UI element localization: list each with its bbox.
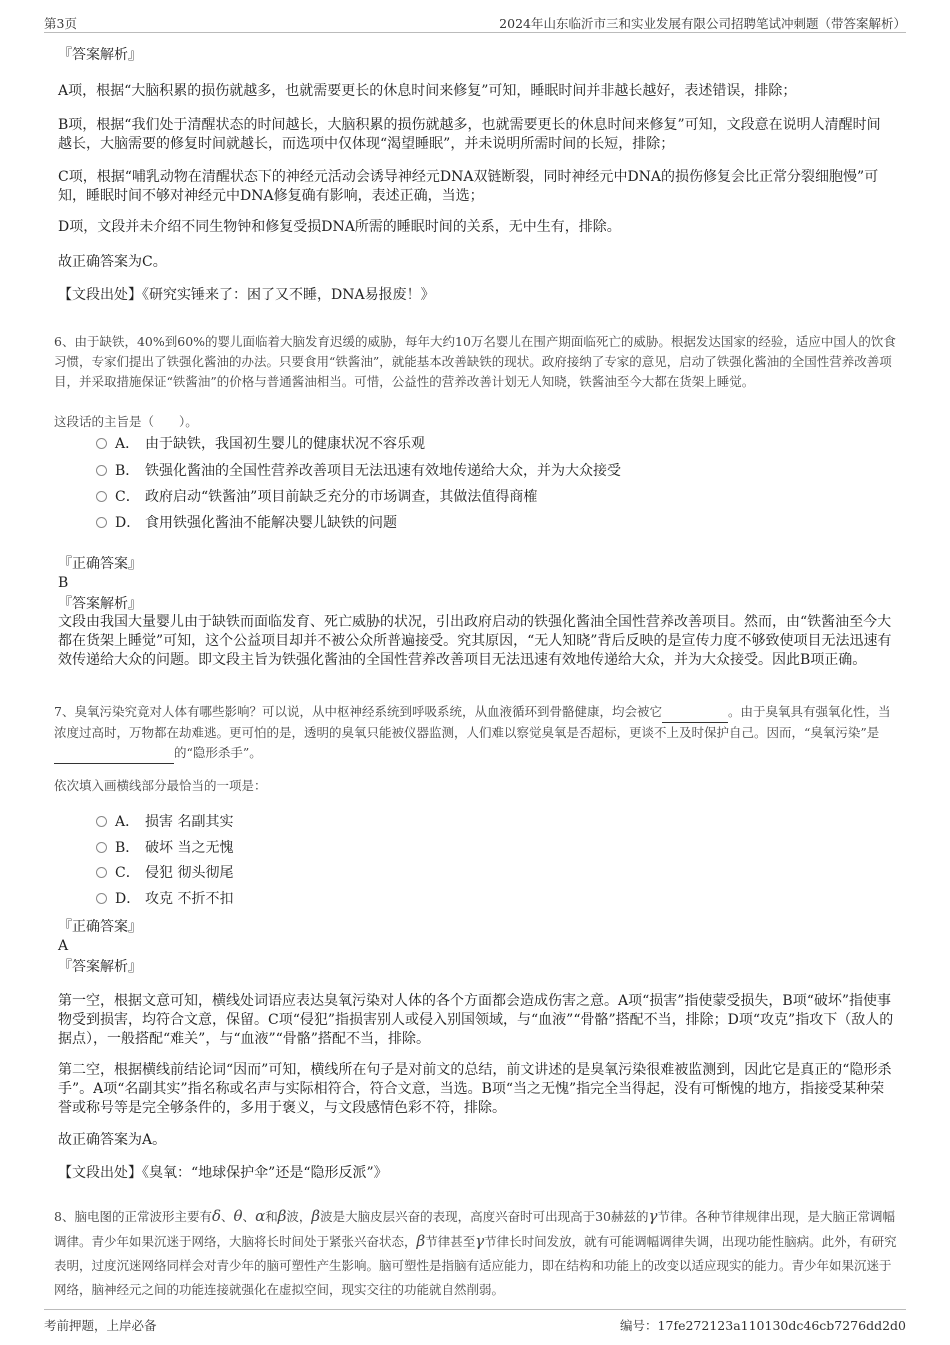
q5-conclusion: 故正确答案为C。 [58, 254, 167, 270]
q7-source: 【文段出处】《臭氧：“地球保护伞”还是“隐形反派”》 [58, 1165, 388, 1181]
document-title: 2024年山东临沂市三和实业发展有限公司招聘笔试冲刺题（带答案解析） [499, 16, 906, 31]
q6-option-c[interactable]: C． 政府启动“铁酱油”项目前缺乏充分的市场调查，其做法值得商榷 [96, 487, 537, 507]
radio-icon[interactable] [96, 465, 107, 476]
q5-source: 【文段出处】《研究实锤来了：困了又不睡，DNA易报废！》 [58, 287, 435, 303]
q6-analysis: 文段由我国大量婴儿由于缺铁而面临发育、死亡威胁的状况，引出政府启动的铁强化酱油全国性营养改善项目。然而，由“铁酱油至今大都在货架上睡觉”可知，这个公益项目却并不被公众所普遍接受。究其原因，“无人知晓”背后反映的是宣传力度不够致使项目无法迅速有效传递给大众的问题。即文段主旨为铁强化酱油的全国性营养改善项目无法迅速有效地传递给大众，并为大众接受。因此B项正确。 [58, 614, 892, 668]
q5-analysis-title: 『答案解析』 [58, 47, 142, 63]
q6-answer-title: 『正确答案』 [58, 556, 142, 572]
beta-symbol: β [277, 1207, 287, 1225]
radio-icon[interactable] [96, 893, 107, 904]
q6-option-d[interactable]: D． 食用铁强化酱油不能解决婴儿缺铁的问题 [96, 513, 397, 533]
q7-question: 依次填入画横线部分最恰当的一项是： [54, 778, 267, 793]
q5-analysis-d: D项，文段并未介绍不同生物钟和修复受损DNA所需的睡眠时间的关系，无中生有，排除。 [58, 219, 621, 235]
gamma-symbol: γ [475, 1232, 485, 1250]
q7-option-d[interactable]: D． 攻克 不折不扣 [96, 889, 233, 909]
q7-conclusion: 故正确答案为A。 [58, 1132, 167, 1148]
beta-symbol: β [311, 1207, 321, 1225]
radio-icon[interactable] [96, 842, 107, 853]
alpha-symbol: α [255, 1207, 266, 1225]
q8-stem: 8、脑电图的正常波形主要有δ、θ、α和β波，β波是大脑皮层兴奋的表现，高度兴奋时可出现高于30赫兹的γ节律。各种节律规律出现，是大脑正常调幅调律。青少年如果沉迷于网络，大脑将长时间处于紧张兴奋状态，β节律甚至γ节律长时间发放，就有可能调幅调律失调，出现功能性脑病。此外，有研究表明，过度沉迷网络同样会对青少年的脑可塑性产生影响。脑可塑性是指脑有适应能力，即在结构和功能上的改变以适应现实的能力。青少年如果沉迷于网络，脑神经元之间的功能连接就强化在虚拟空间，现实交往的功能就自然削弱。 [54, 1207, 897, 1297]
beta-symbol: β [416, 1232, 426, 1250]
radio-icon[interactable] [96, 867, 107, 878]
gamma-symbol: γ [648, 1207, 658, 1225]
q6-question: 这段话的主旨是（ ）。 [54, 414, 198, 429]
page-header [44, 12, 906, 33]
q7-analysis-title: 『答案解析』 [58, 959, 142, 975]
theta-symbol: θ [233, 1207, 243, 1225]
page-number: 第3页 [44, 16, 77, 31]
q7-option-c[interactable]: C． 侵犯 彻头彻尾 [96, 863, 233, 883]
delta-symbol: δ [211, 1207, 221, 1225]
q6-analysis-title: 『答案解析』 [58, 596, 142, 612]
q6-option-a[interactable]: A． 由于缺铁，我国初生婴儿的健康状况不容乐观 [96, 434, 425, 454]
q6-answer: B [58, 575, 69, 591]
radio-icon[interactable] [96, 438, 107, 449]
footer-slogan: 考前押题，上岸必备 [44, 1318, 157, 1333]
q5-analysis-c: C项，根据“哺乳动物在清醒状态下的神经元活动会诱导神经元DNA双链断裂，同时神经元中DNA的损伤修复会比正常分裂细胞慢”可知，睡眠时间不够对神经元中DNA修复确有影响，表述正确，当选； [58, 169, 879, 204]
q7-answer: A [58, 938, 69, 954]
radio-icon[interactable] [96, 517, 107, 528]
q7-answer-title: 『正确答案』 [58, 919, 142, 935]
blank-1 [662, 702, 728, 723]
radio-icon[interactable] [96, 491, 107, 502]
q5-analysis-b: B项，根据“我们处于清醒状态的时间越长，大脑积累的损伤就越多，也就需要更长的休息时间来修复”可知，文段意在说明人清醒时间越长，大脑需要的修复时间就越长，而选项中仅体现“渴望睡眠”，并未说明所需时间的长短，排除； [58, 117, 881, 152]
q5-analysis-a: A项，根据“大脑积累的损伤就越多，也就需要更长的休息时间来修复”可知，睡眠时间并非越长越好，表述错误，排除； [58, 83, 797, 99]
q7-option-a[interactable]: A． 损害 名副其实 [96, 812, 233, 832]
page-footer [44, 1309, 906, 1336]
blank-2 [54, 743, 174, 764]
q7-analysis-p1: 第一空，根据文意可知，横线处词语应表达臭氧污染对人体的各个方面都会造成伤害之意。A项“损害”指使蒙受损失，B项“破坏”指使事物受到损害，均符合文意，保留。C项“侵犯”指损害别人或侵入别国领域，与“血液”“骨骼”搭配不当，排除；D项“攻克”指攻下（敌人的据点），一般搭配“难关”，与“血液”“骨骼”搭配不当，排除。 [58, 993, 894, 1047]
q7-option-b[interactable]: B． 破坏 当之无愧 [96, 838, 233, 858]
q7-analysis-p2: 第二空，根据横线前结论词“因而”可知，横线所在句子是对前文的总结，前文讲述的是臭氧污染很难被监测到，因此它是真正的“隐形杀手”。A项“名副其实”指名称或名声与实际相符合，符合文意，当选。B项“当之无愧”指完全当得起，没有可惭愧的地方，指接受某种荣誉或称号等是完全够条件的，多用于褒义，与文段感情色彩不符，排除。 [58, 1062, 892, 1116]
q6-stem: 6、由于缺铁，40%到60%的婴儿面临着大脑发育迟缓的威胁，每年大约10万名婴儿在围产期面临死亡的威胁。根据发达国家的经验，适应中国人的饮食习惯，专家们提出了铁强化酱油的办法。只要食用“铁酱油”，就能基本改善缺铁的现状。政府接纳了专家的意见，启动了铁强化酱油的全国性营养改善项目，并采取措施保证“铁酱油”的价格与普通酱油相当。可惜，公益性的营养改善计划无人知晓，铁酱油至今大都在货架上睡觉。 [54, 334, 896, 389]
q6-option-b[interactable]: B． 铁强化酱油的全国性营养改善项目无法迅速有效地传递给大众，并为大众接受 [96, 461, 621, 481]
document-id: 编号：17fe272123a110130dc46cb7276dd2d0 [620, 1318, 906, 1333]
q7-stem: 7、臭氧污染究竟对人体有哪些影响？可以说，从中枢神经系统到呼吸系统，从血液循环到骨骼健康，均会被它 。由于臭氧具有强氧化性，当浓度过高时，万物都在劫难逃。更可怕的是，透明的臭氧只能被仪器监测，人们难以察觉臭氧是否超标，更谈不上及时保护自己。因而，“臭氧污染”是 的“隐形杀手”。 [54, 702, 900, 764]
radio-icon[interactable] [96, 816, 107, 827]
